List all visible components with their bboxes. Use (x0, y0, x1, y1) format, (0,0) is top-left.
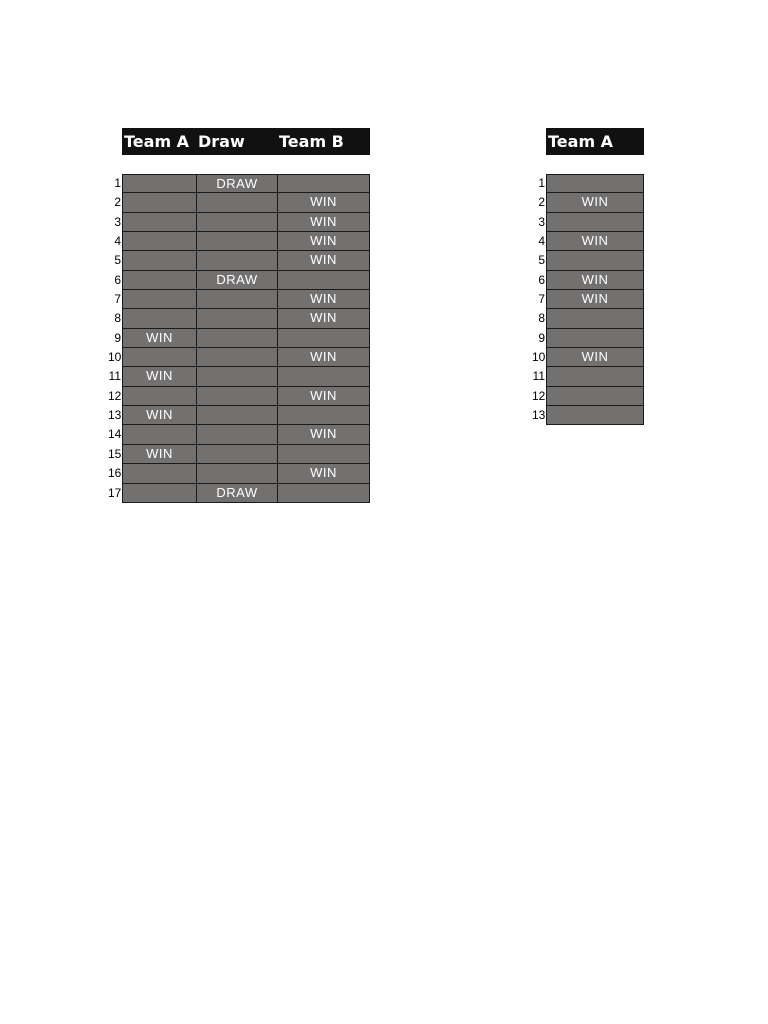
table-header (108, 128, 370, 155)
cell-draw (196, 348, 277, 367)
table-row (532, 174, 644, 193)
table-row (108, 348, 370, 367)
header-team-b: Team B (279, 132, 344, 151)
cell-team-b: WIN (277, 232, 370, 251)
cell-team-a (546, 174, 644, 193)
table-row (532, 309, 644, 328)
cell-team-a (122, 464, 196, 483)
header-team-a: Team A (124, 132, 190, 151)
row-number: 9 (114, 330, 121, 345)
cell-team-a (122, 251, 196, 270)
cell-team-a (546, 213, 644, 232)
row-number: 10 (532, 350, 546, 365)
cell-team-a (546, 251, 644, 270)
cell-team-b: WIN (277, 213, 370, 232)
results-table-main (108, 128, 370, 503)
table-row (532, 213, 644, 232)
cell-team-a (122, 484, 196, 503)
row-number: 7 (538, 292, 545, 307)
table-row (532, 193, 644, 212)
cell-team-a: WIN (546, 271, 644, 290)
row-number: 6 (538, 272, 545, 287)
table-row (108, 367, 370, 386)
row-number: 10 (108, 350, 122, 365)
header-gutter (108, 128, 122, 155)
table-row (532, 367, 644, 386)
cell-team-a (122, 232, 196, 251)
table-body (108, 174, 370, 503)
row-number: 5 (538, 253, 545, 268)
cell-team-a (122, 271, 196, 290)
row-number: 3 (114, 214, 121, 229)
table-row (532, 406, 644, 425)
cell-team-a (122, 348, 196, 367)
cell-team-b: WIN (277, 251, 370, 270)
cell-draw (196, 387, 277, 406)
cell-draw: DRAW (196, 484, 277, 503)
header-draw: Draw (198, 132, 245, 151)
cell-draw (196, 232, 277, 251)
cell-team-a (122, 309, 196, 328)
table-row (532, 271, 644, 290)
cell-team-b (277, 367, 370, 386)
cell-draw (196, 290, 277, 309)
cell-team-b (277, 329, 370, 348)
table-row (108, 232, 370, 251)
cell-team-a (122, 174, 196, 193)
header-team-a: Team A (548, 132, 614, 151)
table-row (532, 290, 644, 309)
cell-team-a (122, 213, 196, 232)
table-row (108, 290, 370, 309)
cell-team-b: WIN (277, 348, 370, 367)
cell-team-b: WIN (277, 387, 370, 406)
cell-team-a: WIN (546, 193, 644, 212)
cell-draw (196, 367, 277, 386)
table-row (108, 193, 370, 212)
table-row (108, 406, 370, 425)
cell-draw (196, 329, 277, 348)
table-row (108, 271, 370, 290)
row-number: 1 (538, 176, 545, 190)
cell-team-a (546, 367, 644, 386)
table-row (108, 174, 370, 193)
cell-draw (196, 406, 277, 425)
row-number: 15 (108, 446, 122, 461)
cell-team-a: WIN (122, 445, 196, 464)
cell-draw (196, 251, 277, 270)
table-row (532, 232, 644, 251)
cell-team-a (546, 309, 644, 328)
cell-team-a (546, 387, 644, 406)
row-number: 12 (532, 388, 546, 403)
cell-team-a: WIN (546, 348, 644, 367)
cell-team-b: WIN (277, 290, 370, 309)
cell-team-a (546, 329, 644, 348)
cell-draw (196, 309, 277, 328)
table-row (108, 251, 370, 270)
table-row (108, 464, 370, 483)
table-body (532, 174, 644, 425)
cell-team-b: WIN (277, 464, 370, 483)
row-number: 14 (108, 427, 122, 442)
table-row (108, 484, 370, 503)
table-row (532, 251, 644, 270)
cell-team-a: WIN (122, 329, 196, 348)
row-number: 7 (114, 292, 121, 307)
row-number: 16 (108, 466, 122, 481)
results-table-side (532, 128, 644, 425)
row-number: 11 (108, 369, 121, 384)
cell-team-a: WIN (546, 232, 644, 251)
row-number: 2 (538, 195, 545, 210)
cell-draw (196, 425, 277, 444)
table-row (108, 329, 370, 348)
table-row (108, 213, 370, 232)
row-number: 1 (114, 176, 121, 190)
row-number: 17 (108, 485, 122, 500)
row-number: 4 (538, 234, 545, 249)
table-row (108, 309, 370, 328)
cell-team-a (122, 290, 196, 309)
cell-team-b (277, 484, 370, 503)
cell-draw (196, 445, 277, 464)
cell-draw (196, 464, 277, 483)
cell-draw (196, 193, 277, 212)
cell-draw: DRAW (196, 174, 277, 193)
cell-team-a (122, 193, 196, 212)
cell-draw: DRAW (196, 271, 277, 290)
cell-team-a: WIN (546, 290, 644, 309)
row-number: 5 (114, 253, 121, 268)
cell-team-a (122, 387, 196, 406)
cell-team-b (277, 271, 370, 290)
cell-team-b (277, 406, 370, 425)
row-number: 9 (538, 330, 545, 345)
header-gutter (532, 128, 546, 155)
table-row (532, 387, 644, 406)
cell-team-b (277, 445, 370, 464)
cell-team-b: WIN (277, 193, 370, 212)
row-number: 2 (114, 195, 121, 210)
cell-draw (196, 213, 277, 232)
row-number: 8 (114, 311, 121, 326)
row-number: 8 (538, 311, 545, 326)
table-row (532, 348, 644, 367)
cell-team-b: WIN (277, 425, 370, 444)
table-row (108, 425, 370, 444)
cell-team-b (277, 174, 370, 193)
cell-team-b: WIN (277, 309, 370, 328)
cell-team-a: WIN (122, 406, 196, 425)
row-number: 11 (532, 369, 545, 384)
table-row (108, 445, 370, 464)
row-number: 12 (108, 388, 122, 403)
row-number: 6 (114, 272, 121, 287)
row-number: 3 (538, 214, 545, 229)
cell-team-a (546, 406, 644, 425)
table-header (532, 128, 644, 155)
row-number: 4 (114, 234, 121, 249)
row-number: 13 (532, 408, 546, 423)
cell-team-a: WIN (122, 367, 196, 386)
cell-team-a (122, 425, 196, 444)
table-row (532, 329, 644, 348)
row-number: 13 (108, 408, 122, 423)
table-row (108, 387, 370, 406)
